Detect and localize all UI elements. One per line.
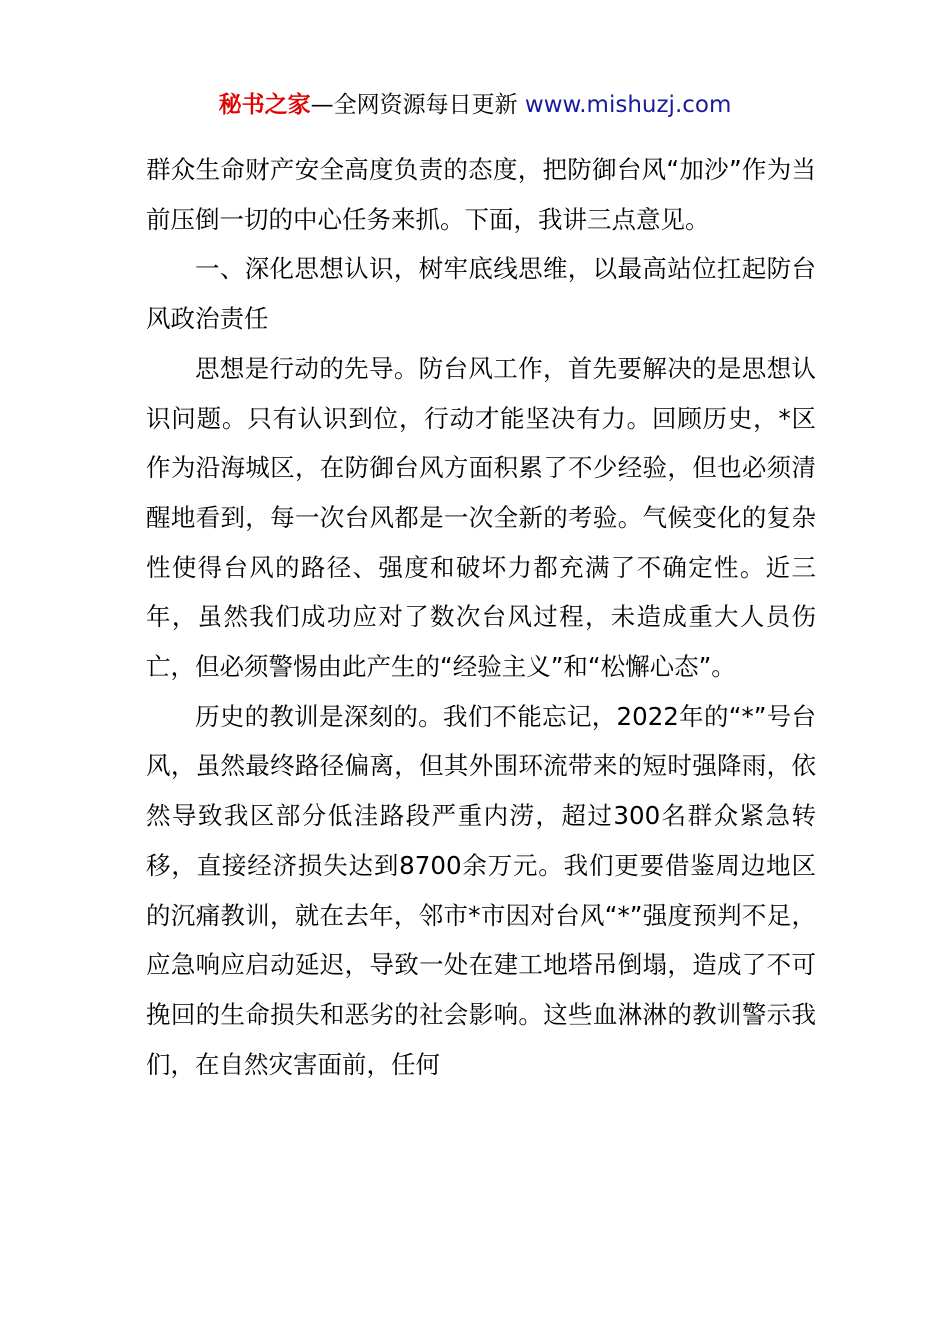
paragraph: 历史的教训是深刻的。我们不能忘记，2022年的“*”号台风，虽然最终路径偏离，但其外围环流带来的短时强降雨，依然导致我区部分低洼路段严重内涝，超过300名群众紧急转移，直接经济损失达到8700余万元。我们更要借鉴周边地区的沉痛教训，就在去年，邻市*市因对台风“*”强度预判不足，应急响应启动延迟，导致一处在建工地塔吊倒塌，造成了不可挽回的生命损失和恶劣的社会影响。这些血淋淋的教训警示我们，在自然灾害面前，任何 <box>146 701 816 1079</box>
paragraph: 思想是行动的先导。防台风工作，首先要解决的是思想认识问题。只有认识到位，行动才能坚决有力。回顾历史，*区作为沿海城区，在防御台风方面积累了不少经验，但也必须清醒地看到，每一次台风都是一次全新的考验。气候变化的复杂性使得台风的路径、强度和破坏力都充满了不确定性。近三年，虽然我们成功应对了数次台风过程，未造成重大人员伤亡，但必须警惕由此产生的“经验主义”和“松懈心态”。 <box>146 353 816 682</box>
section-heading: 一、深化思想认识，树牢底线思维，以最高站位扛起防台风政治责任 <box>146 254 816 334</box>
document-body <box>146 145 816 1089</box>
paragraph-continued: 群众生命财产安全高度负责的态度，把防御台风“加沙”作为当前压倒一切的中心任务来抓。下面，我讲三点意见。 <box>146 155 816 234</box>
header-tagline: —全网资源每日更新 <box>310 92 518 118</box>
site-url-link[interactable]: www.mishuzj.com <box>517 92 732 118</box>
brand-name: 秘书之家 <box>218 92 311 118</box>
page-header <box>0 88 950 122</box>
